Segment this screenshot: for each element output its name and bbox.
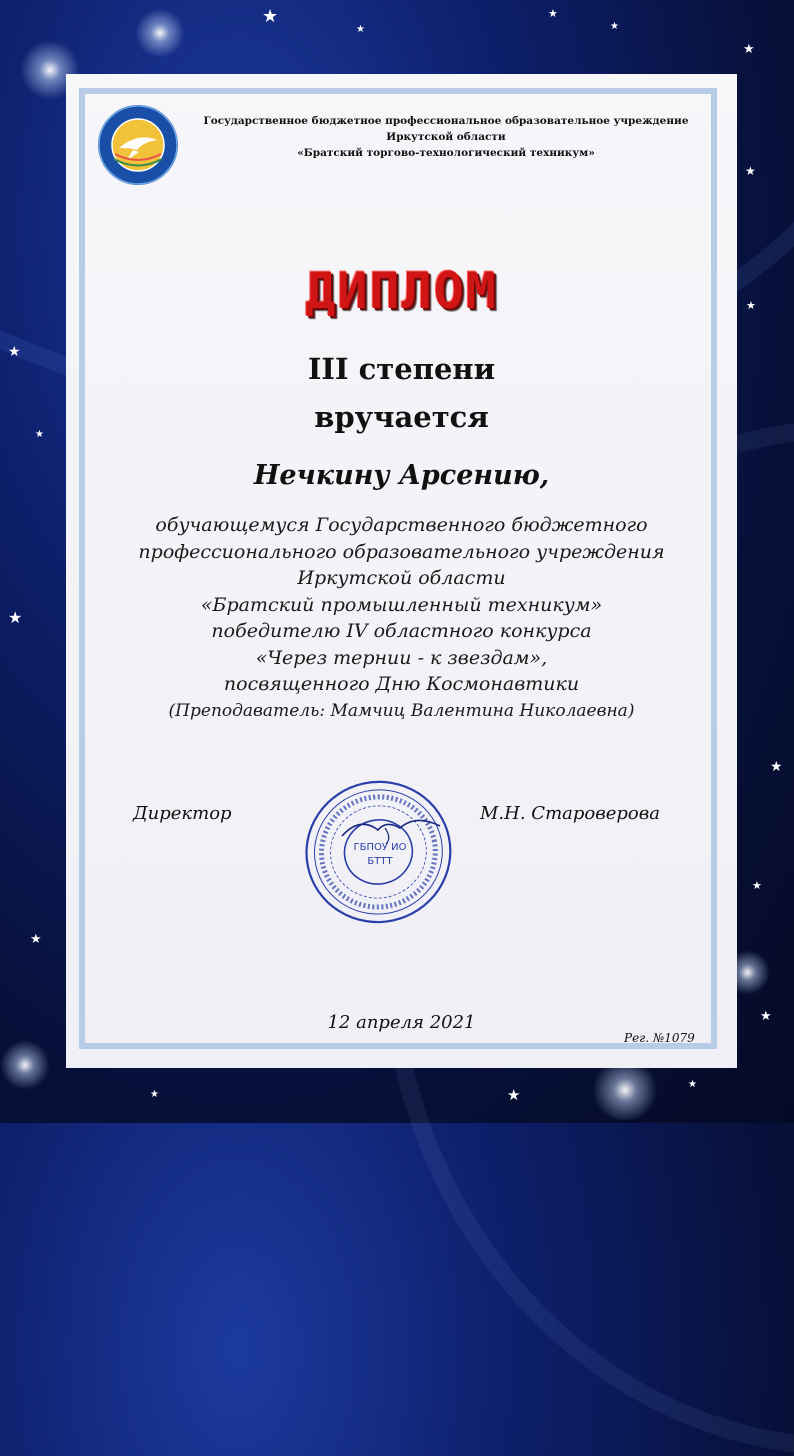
awarded-text: вручается xyxy=(314,400,489,434)
body-line: победителю IV областного конкурса xyxy=(211,620,592,642)
star-icon: ★ xyxy=(8,344,21,360)
star-icon: ★ xyxy=(30,932,42,947)
registration-number: Рег. №1079 xyxy=(624,1031,695,1045)
body-line: «Братский промышленный техникум» xyxy=(200,593,603,616)
institution-line-1: Государственное бюджетное профессиональное образовательное учреждение xyxy=(203,115,689,127)
body-line: Иркутской области xyxy=(297,567,506,589)
signature-role: Директор xyxy=(133,803,232,824)
star-icon: ★ xyxy=(760,1009,772,1024)
diploma-body xyxy=(66,512,737,724)
star-icon: ★ xyxy=(150,1089,159,1100)
institution-line-3: «Братский торгово-технологический техникум» xyxy=(297,147,595,159)
official-round-stamp xyxy=(290,770,466,930)
star-icon: ★ xyxy=(688,1079,697,1090)
stamp-center-line-1: ГБПОУ ИО xyxy=(353,842,407,853)
college-emblem-logo xyxy=(97,104,179,186)
star-icon: ★ xyxy=(746,299,756,312)
issue-date: 12 апреля 2021 xyxy=(327,1012,476,1033)
star-glow-icon xyxy=(590,1060,660,1120)
star-icon: ★ xyxy=(548,7,558,20)
star-icon: ★ xyxy=(8,608,23,627)
signature-name: М.Н. Староверова xyxy=(480,803,660,824)
star-icon: ★ xyxy=(262,6,279,27)
institution-header xyxy=(186,113,706,161)
star-icon: ★ xyxy=(35,429,44,440)
star-icon: ★ xyxy=(770,759,783,775)
star-icon: ★ xyxy=(356,24,365,35)
star-icon: ★ xyxy=(610,21,619,32)
recipient-name: Нечкину Арсению, xyxy=(253,460,550,491)
star-icon: ★ xyxy=(743,42,755,57)
star-glow-icon xyxy=(135,8,185,58)
star-icon: ★ xyxy=(752,879,762,892)
star-glow-icon xyxy=(0,1040,50,1090)
star-icon: ★ xyxy=(507,1086,521,1104)
body-line: профессионального образовательного учреждения xyxy=(138,540,665,563)
stamp-center-line-2: БТТТ xyxy=(367,856,393,867)
body-line: посвященного Дню Космонавтики xyxy=(223,673,580,695)
star-icon: ★ xyxy=(745,164,756,178)
body-line: обучающемуся Государственного бюджетного xyxy=(155,514,648,536)
degree-text: III степени xyxy=(307,352,496,386)
teacher-line: (Преподаватель: Мамчиц Валентина Николаевна) xyxy=(168,700,635,721)
body-line: «Через тернии - к звездам», xyxy=(255,646,548,669)
institution-line-2: Иркутской области xyxy=(386,131,506,143)
diploma-title: ДИПЛОМ xyxy=(305,262,498,320)
